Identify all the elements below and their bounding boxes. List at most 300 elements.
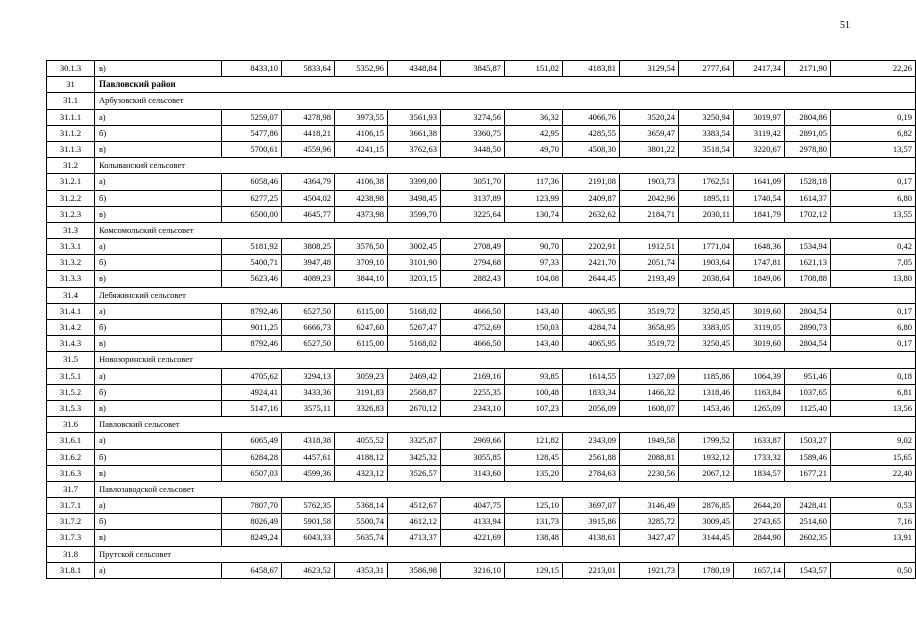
- value-cell: 3137,89: [441, 190, 505, 206]
- value-cell: 2193,49: [620, 271, 679, 287]
- value-cell: 7807,70: [222, 498, 282, 514]
- value-cell: 3285,72: [620, 514, 679, 530]
- row-code: 31.4.1: [47, 303, 95, 319]
- value-cell: 3383,54: [679, 125, 734, 141]
- value-cell: 0,17: [831, 174, 916, 190]
- value-cell: 1163,84: [734, 384, 785, 400]
- table-row: [47, 562, 916, 578]
- value-cell: 117,36: [505, 174, 563, 190]
- value-cell: 5833,64: [282, 61, 335, 77]
- value-cell: 3915,86: [563, 514, 620, 530]
- value-cell: 1708,88: [785, 271, 831, 287]
- row-variant: б): [95, 514, 222, 530]
- row-code: 31.5.3: [47, 400, 95, 416]
- section-row: [47, 352, 916, 368]
- row-variant: в): [95, 271, 222, 287]
- value-cell: 2038,64: [679, 271, 734, 287]
- value-cell: 143,40: [505, 336, 563, 352]
- value-cell: 6527,50: [282, 336, 335, 352]
- value-cell: 3518,54: [679, 141, 734, 157]
- value-cell: 6,80: [831, 190, 916, 206]
- row-variant: в): [95, 141, 222, 157]
- value-cell: 2030,11: [679, 206, 734, 222]
- value-cell: 1733,32: [734, 449, 785, 465]
- value-cell: 3808,25: [282, 239, 335, 255]
- row-code: 31.6.2: [47, 449, 95, 465]
- row-code: 31.7: [47, 481, 95, 497]
- row-code: 31.4.2: [47, 320, 95, 336]
- value-cell: 6115,00: [335, 303, 388, 319]
- value-cell: 13,55: [831, 206, 916, 222]
- value-cell: 1702,12: [785, 206, 831, 222]
- value-cell: 2743,65: [734, 514, 785, 530]
- value-cell: 1677,21: [785, 465, 831, 481]
- section-row: [47, 158, 916, 174]
- value-cell: 4348,84: [388, 61, 441, 77]
- value-cell: 1125,40: [785, 400, 831, 416]
- value-cell: 1903,73: [620, 174, 679, 190]
- value-cell: 3433,36: [282, 384, 335, 400]
- value-cell: 2171,90: [785, 61, 831, 77]
- value-cell: 0,19: [831, 109, 916, 125]
- row-code: 31.8.1: [47, 562, 95, 578]
- value-cell: 3019,97: [734, 109, 785, 125]
- value-cell: 2213,01: [563, 562, 620, 578]
- value-cell: 4318,38: [282, 433, 335, 449]
- row-variant: а): [95, 109, 222, 125]
- section-title: Колыванский сельсовет: [95, 158, 916, 174]
- table-row: [47, 433, 916, 449]
- row-variant: б): [95, 125, 222, 141]
- value-cell: 4089,23: [282, 271, 335, 287]
- table-row: [47, 514, 916, 530]
- value-cell: 3325,87: [388, 433, 441, 449]
- value-cell: 0,50: [831, 562, 916, 578]
- value-cell: 6527,50: [282, 303, 335, 319]
- value-cell: 2632,62: [563, 206, 620, 222]
- row-variant: б): [95, 190, 222, 206]
- value-cell: 2088,81: [620, 449, 679, 465]
- value-cell: 1657,14: [734, 562, 785, 578]
- value-cell: 128,45: [505, 449, 563, 465]
- value-cell: 42,95: [505, 125, 563, 141]
- value-cell: 4418,21: [282, 125, 335, 141]
- table-row: [47, 303, 916, 319]
- row-variant: а): [95, 433, 222, 449]
- value-cell: 3845,87: [441, 61, 505, 77]
- value-cell: 8792,46: [222, 303, 282, 319]
- value-cell: 3019,60: [734, 336, 785, 352]
- value-cell: 2876,85: [679, 498, 734, 514]
- value-cell: 3250,94: [679, 109, 734, 125]
- value-cell: 6500,00: [222, 206, 282, 222]
- value-cell: 125,10: [505, 498, 563, 514]
- value-cell: 1037,65: [785, 384, 831, 400]
- value-cell: 3697,07: [563, 498, 620, 514]
- value-cell: 4364,79: [282, 174, 335, 190]
- value-cell: 1265,09: [734, 400, 785, 416]
- row-variant: а): [95, 239, 222, 255]
- row-code: 30.1.3: [47, 61, 95, 77]
- value-cell: 2230,56: [620, 465, 679, 481]
- value-cell: 2969,66: [441, 433, 505, 449]
- value-cell: 2708,49: [441, 239, 505, 255]
- value-cell: 3947,48: [282, 255, 335, 271]
- value-cell: 2409,87: [563, 190, 620, 206]
- value-cell: 3498,45: [388, 190, 441, 206]
- value-cell: 1780,19: [679, 562, 734, 578]
- value-cell: 4188,12: [335, 449, 388, 465]
- value-cell: 4238,98: [335, 190, 388, 206]
- value-cell: 2184,71: [620, 206, 679, 222]
- value-cell: 5352,96: [335, 61, 388, 77]
- value-cell: 3519,72: [620, 336, 679, 352]
- value-cell: 1849,06: [734, 271, 785, 287]
- value-cell: 7,05: [831, 255, 916, 271]
- value-cell: 135,20: [505, 465, 563, 481]
- value-cell: 4106,15: [335, 125, 388, 141]
- value-cell: 4055,52: [335, 433, 388, 449]
- value-cell: 5400,71: [222, 255, 282, 271]
- row-variant: а): [95, 562, 222, 578]
- value-cell: 2169,16: [441, 368, 505, 384]
- value-cell: 143,40: [505, 303, 563, 319]
- value-cell: 100,48: [505, 384, 563, 400]
- row-code: 31.5: [47, 352, 95, 368]
- table-row: [47, 206, 916, 222]
- value-cell: 3129,54: [620, 61, 679, 77]
- value-cell: 3360,75: [441, 125, 505, 141]
- row-code: 31.1.2: [47, 125, 95, 141]
- value-cell: 2051,74: [620, 255, 679, 271]
- value-cell: 3425,32: [388, 449, 441, 465]
- table-row: [47, 239, 916, 255]
- value-cell: 2343,10: [441, 400, 505, 416]
- value-cell: 123,99: [505, 190, 563, 206]
- value-cell: 138,48: [505, 530, 563, 546]
- value-cell: 3101,90: [388, 255, 441, 271]
- value-cell: 2428,41: [785, 498, 831, 514]
- value-cell: 3661,38: [388, 125, 441, 141]
- value-cell: 6115,00: [335, 336, 388, 352]
- value-cell: 1841,79: [734, 206, 785, 222]
- value-cell: 3203,15: [388, 271, 441, 287]
- value-cell: 1528,18: [785, 174, 831, 190]
- row-code: 31.8: [47, 546, 95, 562]
- table-row: [47, 61, 916, 77]
- value-cell: 2602,35: [785, 530, 831, 546]
- row-variant: в): [95, 400, 222, 416]
- value-cell: 6247,60: [335, 320, 388, 336]
- value-cell: 3659,47: [620, 125, 679, 141]
- section-title: Лебяжинский сельсовет: [95, 287, 916, 303]
- value-cell: 4612,12: [388, 514, 441, 530]
- value-cell: 2469,42: [388, 368, 441, 384]
- section-title: Павлозаводской сельсовет: [95, 481, 916, 497]
- value-cell: 104,08: [505, 271, 563, 287]
- row-code: 31.5.1: [47, 368, 95, 384]
- value-cell: 13,80: [831, 271, 916, 287]
- value-cell: 4457,61: [282, 449, 335, 465]
- value-cell: 3399,00: [388, 174, 441, 190]
- table-row: [47, 530, 916, 546]
- value-cell: 5267,47: [388, 320, 441, 336]
- value-cell: 6458,67: [222, 562, 282, 578]
- value-cell: 4047,75: [441, 498, 505, 514]
- value-cell: 2421,70: [563, 255, 620, 271]
- value-cell: 4353,31: [335, 562, 388, 578]
- row-code: 31.3.1: [47, 239, 95, 255]
- value-cell: 3427,47: [620, 530, 679, 546]
- table-row: [47, 384, 916, 400]
- value-cell: 1589,46: [785, 449, 831, 465]
- value-cell: 3575,11: [282, 400, 335, 416]
- row-code: 31.6.1: [47, 433, 95, 449]
- value-cell: 15,65: [831, 449, 916, 465]
- value-cell: 9,02: [831, 433, 916, 449]
- row-variant: а): [95, 174, 222, 190]
- value-cell: 1903,64: [679, 255, 734, 271]
- value-cell: 22,26: [831, 61, 916, 77]
- value-cell: 1466,32: [620, 384, 679, 400]
- value-cell: 4713,37: [388, 530, 441, 546]
- row-code: 31.4.3: [47, 336, 95, 352]
- value-cell: 3762,63: [388, 141, 441, 157]
- value-cell: 22,40: [831, 465, 916, 481]
- table-row: [47, 109, 916, 125]
- value-cell: 4599,36: [282, 465, 335, 481]
- table-row: [47, 271, 916, 287]
- table-body: [47, 61, 916, 579]
- value-cell: 5762,35: [282, 498, 335, 514]
- section-row: [47, 93, 916, 109]
- value-cell: 5168,02: [388, 303, 441, 319]
- district-title: Павловский район: [95, 77, 916, 93]
- section-title: Комсомольский сельсовет: [95, 222, 916, 238]
- value-cell: 107,23: [505, 400, 563, 416]
- section-row: [47, 287, 916, 303]
- value-cell: 2514,60: [785, 514, 831, 530]
- value-cell: 3326,83: [335, 400, 388, 416]
- value-cell: 5477,86: [222, 125, 282, 141]
- value-cell: 6,81: [831, 384, 916, 400]
- row-variant: б): [95, 320, 222, 336]
- value-cell: 3586,98: [388, 562, 441, 578]
- value-cell: 3119,05: [734, 320, 785, 336]
- value-cell: 3526,57: [388, 465, 441, 481]
- value-cell: 2804,54: [785, 336, 831, 352]
- value-cell: 3973,55: [335, 109, 388, 125]
- value-cell: 2891,05: [785, 125, 831, 141]
- value-cell: 4623,52: [282, 562, 335, 578]
- value-cell: 1318,46: [679, 384, 734, 400]
- value-cell: 4066,76: [563, 109, 620, 125]
- section-title: Арбузовский сельсовет: [95, 93, 916, 109]
- section-title: Новозоринский сельсовет: [95, 352, 916, 368]
- value-cell: 6284,28: [222, 449, 282, 465]
- value-cell: 5700,61: [222, 141, 282, 157]
- value-cell: 7,16: [831, 514, 916, 530]
- value-cell: 5147,16: [222, 400, 282, 416]
- value-cell: 4138,61: [563, 530, 620, 546]
- value-cell: 5181,92: [222, 239, 282, 255]
- value-cell: 2255,35: [441, 384, 505, 400]
- row-code: 31.3.2: [47, 255, 95, 271]
- value-cell: 0,18: [831, 368, 916, 384]
- value-cell: 90,70: [505, 239, 563, 255]
- value-cell: 1912,51: [620, 239, 679, 255]
- district-row: [47, 77, 916, 93]
- value-cell: 951,46: [785, 368, 831, 384]
- value-cell: 2777,64: [679, 61, 734, 77]
- value-cell: 6277,25: [222, 190, 282, 206]
- value-cell: 6507,03: [222, 465, 282, 481]
- value-cell: 5635,74: [335, 530, 388, 546]
- value-cell: 2882,43: [441, 271, 505, 287]
- value-cell: 3225,64: [441, 206, 505, 222]
- value-cell: 4284,74: [563, 320, 620, 336]
- value-cell: 1614,37: [785, 190, 831, 206]
- value-cell: 121,82: [505, 433, 563, 449]
- section-title: Прутской сельсовет: [95, 546, 916, 562]
- section-row: [47, 546, 916, 562]
- value-cell: 4373,98: [335, 206, 388, 222]
- table-row: [47, 400, 916, 416]
- value-cell: 4241,15: [335, 141, 388, 157]
- value-cell: 1762,51: [679, 174, 734, 190]
- value-cell: 3561,93: [388, 109, 441, 125]
- row-code: 31: [47, 77, 95, 93]
- value-cell: 2568,87: [388, 384, 441, 400]
- value-cell: 1641,09: [734, 174, 785, 190]
- value-cell: 2794,68: [441, 255, 505, 271]
- value-cell: 2804,54: [785, 303, 831, 319]
- value-cell: 151,02: [505, 61, 563, 77]
- value-cell: 1614,55: [563, 368, 620, 384]
- value-cell: 4666,50: [441, 303, 505, 319]
- value-cell: 2784,63: [563, 465, 620, 481]
- value-cell: 130,74: [505, 206, 563, 222]
- page-number: 51: [840, 20, 850, 31]
- value-cell: 3250,45: [679, 303, 734, 319]
- value-cell: 6058,46: [222, 174, 282, 190]
- value-cell: 2191,08: [563, 174, 620, 190]
- row-code: 31.6: [47, 417, 95, 433]
- value-cell: 1834,57: [734, 465, 785, 481]
- row-code: 31.1.1: [47, 109, 95, 125]
- value-cell: 3191,83: [335, 384, 388, 400]
- value-cell: 1799,52: [679, 433, 734, 449]
- table-row: [47, 368, 916, 384]
- value-cell: 13,91: [831, 530, 916, 546]
- value-cell: 1621,13: [785, 255, 831, 271]
- value-cell: 4705,62: [222, 368, 282, 384]
- value-cell: 8026,49: [222, 514, 282, 530]
- value-cell: 3146,49: [620, 498, 679, 514]
- section-row: [47, 481, 916, 497]
- value-cell: 3383,05: [679, 320, 734, 336]
- value-cell: 4133,94: [441, 514, 505, 530]
- value-cell: 3801,22: [620, 141, 679, 157]
- value-cell: 3274,56: [441, 109, 505, 125]
- row-code: 31.2: [47, 158, 95, 174]
- value-cell: 2561,88: [563, 449, 620, 465]
- value-cell: 4504,02: [282, 190, 335, 206]
- value-cell: 4645,77: [282, 206, 335, 222]
- value-cell: 9011,25: [222, 320, 282, 336]
- value-cell: 6065,49: [222, 433, 282, 449]
- value-cell: 0,42: [831, 239, 916, 255]
- table-row: [47, 174, 916, 190]
- row-variant: в): [95, 206, 222, 222]
- value-cell: 5168,02: [388, 336, 441, 352]
- value-cell: 3220,67: [734, 141, 785, 157]
- value-cell: 150,03: [505, 320, 563, 336]
- value-cell: 3144,45: [679, 530, 734, 546]
- value-cell: 1633,87: [734, 433, 785, 449]
- value-cell: 0,17: [831, 336, 916, 352]
- value-cell: 97,33: [505, 255, 563, 271]
- row-code: 31.2.3: [47, 206, 95, 222]
- value-cell: 2644,45: [563, 271, 620, 287]
- value-cell: 2644,20: [734, 498, 785, 514]
- value-cell: 8433,10: [222, 61, 282, 77]
- value-cell: 1747,81: [734, 255, 785, 271]
- value-cell: 93,85: [505, 368, 563, 384]
- value-cell: 13,57: [831, 141, 916, 157]
- value-cell: 13,56: [831, 400, 916, 416]
- section-row: [47, 417, 916, 433]
- value-cell: 4508,30: [563, 141, 620, 157]
- row-variant: б): [95, 449, 222, 465]
- row-code: 31.7.1: [47, 498, 95, 514]
- table-row: [47, 190, 916, 206]
- value-cell: 3520,24: [620, 109, 679, 125]
- table-row: [47, 125, 916, 141]
- value-cell: 6666,73: [282, 320, 335, 336]
- row-variant: в): [95, 465, 222, 481]
- value-cell: 6,80: [831, 320, 916, 336]
- table-row: [47, 449, 916, 465]
- row-variant: в): [95, 61, 222, 77]
- value-cell: 4183,81: [563, 61, 620, 77]
- section-title: Павловский сельсовет: [95, 417, 916, 433]
- row-code: 31.1.3: [47, 141, 95, 157]
- row-code: 31.2.2: [47, 190, 95, 206]
- value-cell: 1932,12: [679, 449, 734, 465]
- row-variant: в): [95, 530, 222, 546]
- value-cell: 0,53: [831, 498, 916, 514]
- row-variant: б): [95, 384, 222, 400]
- row-code: 31.7.3: [47, 530, 95, 546]
- row-code: 31.4: [47, 287, 95, 303]
- value-cell: 1833,34: [563, 384, 620, 400]
- value-cell: 6,82: [831, 125, 916, 141]
- value-cell: 3294,13: [282, 368, 335, 384]
- value-cell: 4924,41: [222, 384, 282, 400]
- table-row: [47, 336, 916, 352]
- value-cell: 3519,72: [620, 303, 679, 319]
- tariff-table: [46, 60, 916, 579]
- value-cell: 1949,58: [620, 433, 679, 449]
- value-cell: 3844,10: [335, 271, 388, 287]
- value-cell: 4323,12: [335, 465, 388, 481]
- value-cell: 8792,46: [222, 336, 282, 352]
- value-cell: 1534,94: [785, 239, 831, 255]
- value-cell: 4106,38: [335, 174, 388, 190]
- value-cell: 1771,04: [679, 239, 734, 255]
- value-cell: 1453,46: [679, 400, 734, 416]
